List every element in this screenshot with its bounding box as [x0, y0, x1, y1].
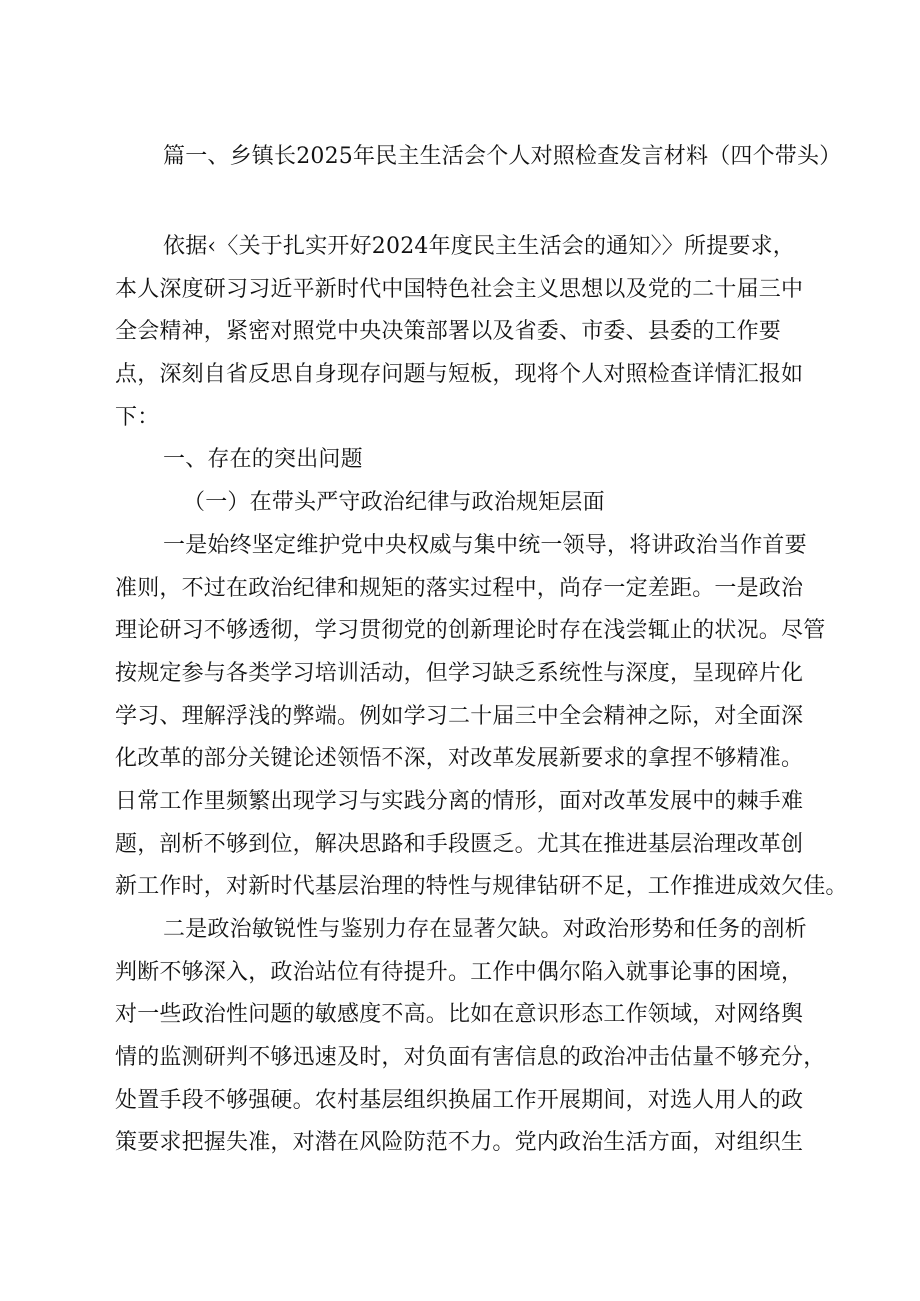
section-heading: 一、存在的突出问题 [163, 447, 363, 473]
paragraph-line: 按规定参与各类学习培训活动，但学习缺乏系统性与深度，呈现碎片化 [115, 660, 804, 686]
document-body [115, 226, 853, 1165]
paragraph-line: 依据‹〈关于扎实开好2024年度民主生活会的通知〉〉所提要求， [163, 234, 795, 259]
paragraph-line: 题，剖析不够到位，解决思路和手段匮乏。尤其在推进基层治理改革创 [115, 831, 804, 857]
paragraph-line: 本人深度研习习近平新时代中国特色社会主义思想以及党的二十届三中 [115, 276, 804, 302]
paragraph-line: 学习、理解浮浅的弊端。例如学习二十届三中全会精神之际，对全面深 [115, 703, 804, 729]
subsection-heading: （一）在带头严守政治纪律与政治规矩层面 [183, 490, 605, 516]
paragraph-line: 全会精神，紧密对照党中央决策部署以及省委、市委、县委的工作要 [115, 319, 782, 345]
paragraph-line: 处置手段不够强硬。农村基层组织换届工作开展期间，对选人用人的政 [115, 1087, 804, 1113]
paragraph-line: 准则，不过在政治纪律和规矩的落实过程中，尚存一定差距。一是政治 [115, 575, 804, 601]
paragraph-line: 策要求把握失准，对潜在风险防范不力。党内政治生活方面，对组织生 [115, 1130, 804, 1156]
document-title: 篇一、乡镇长2025年民主生活会个人对照检查发言材料（四个带头） [163, 144, 842, 169]
paragraph-line: 理论研习不够透彻，学习贯彻党的创新理论时存在浅尝辄止的状况。尽管 [115, 618, 826, 644]
paragraph-line: 化改革的部分关键论述领悟不深，对改革发展新要求的拿捏不够精准。 [115, 746, 804, 772]
paragraph-line: 日常工作里频繁出现学习与实践分离的情形，面对改革发展中的棘手难 [115, 788, 804, 814]
paragraph-line: 判断不够深入，政治站位有待提升。工作中偶尔陷入就事论事的困境， [115, 959, 804, 985]
paragraph-line: 一是始终坚定维护党中央权威与集中统一领导，将讲政治当作首要 [163, 532, 807, 558]
paragraph-line: 情的监测研判不够迅速及时，对负面有害信息的政治冲击估量不够充分， [115, 1045, 826, 1071]
paragraph-line: 对一些政治性问题的敏感度不高。比如在意识形态工作领域，对网络舆 [115, 1002, 804, 1028]
paragraph-line: 点，深刻自省反思自身现存问题与短板，现将个人对照检查详情汇报如 [115, 362, 804, 388]
paragraph-line: 下： [115, 404, 160, 430]
paragraph-line: 二是政治敏锐性与鉴别力存在显著欠缺。对政治形势和任务的剖析 [163, 917, 807, 942]
paragraph-line: 新工作时，对新时代基层治理的特性与规律钻研不足，工作推进成效欠佳。 [115, 874, 848, 900]
